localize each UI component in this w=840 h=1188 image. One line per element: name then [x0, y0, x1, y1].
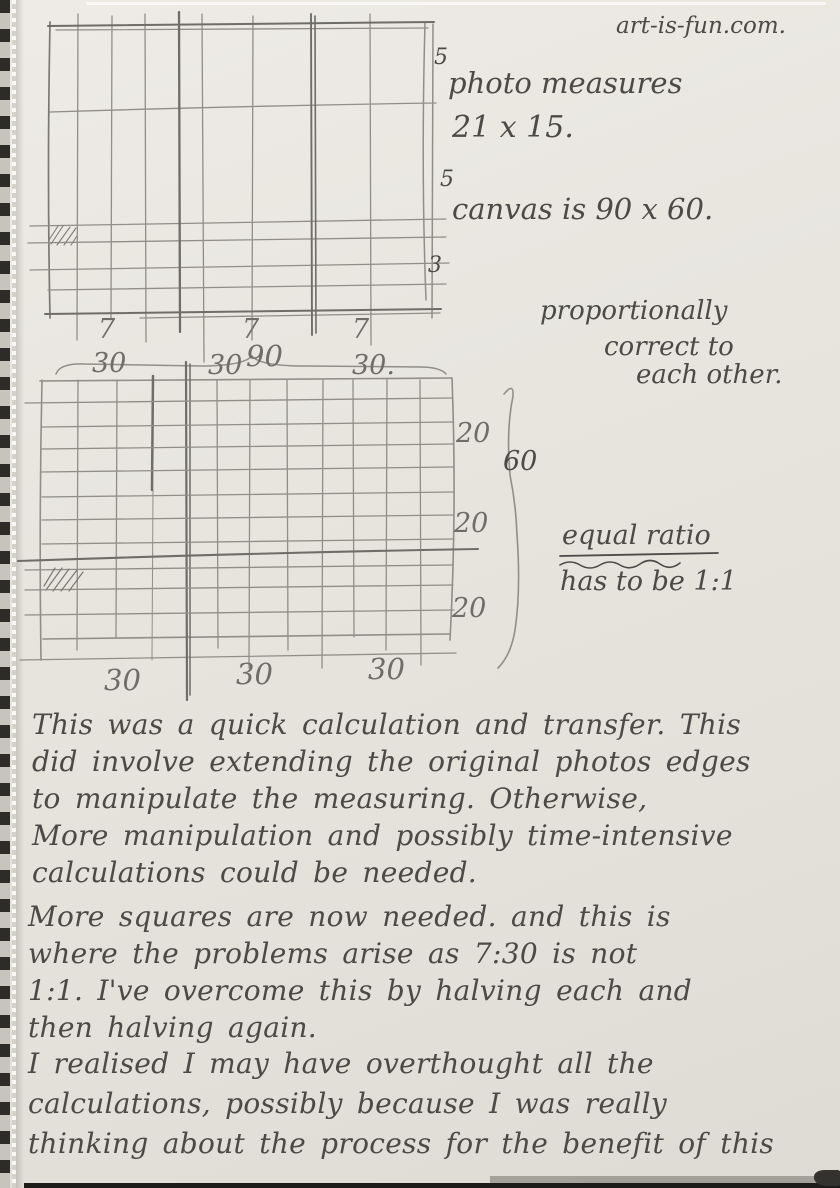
photo-measures-line1: photo measures	[448, 66, 683, 100]
grid2-bottom-label-2: 30	[236, 657, 273, 691]
paragraph-1-line-1: This was a quick calculation and transfer. This	[32, 708, 742, 741]
page-bottom-edge	[24, 1183, 840, 1188]
proportional-note-line2: correct to	[604, 332, 734, 362]
paragraph-3-line-1: I realised I may have overthought all the	[28, 1047, 654, 1080]
grid2-right-label-3: 20	[452, 593, 487, 624]
paragraph-3-line-3: thinking about the process for the benefit of this	[28, 1127, 775, 1160]
website-label: art-is-fun.com.	[616, 13, 786, 39]
paragraph-1-line-2: did involve extending the original photos edges	[32, 745, 751, 778]
grid1-right-label-2: 5	[440, 167, 454, 192]
paragraph-1-line-4: More manipulation and possibly time-intensive	[32, 819, 733, 852]
paragraph-3-line-2: calculations, possibly because I was really	[28, 1087, 667, 1120]
paragraph-2-line-2: where the problems arise as 7:30 is not	[28, 937, 638, 970]
grid2-right-label-1: 20	[456, 418, 491, 449]
grid2-height-brace	[498, 388, 519, 668]
photo-measures-line2: 21 x 15.	[452, 110, 574, 145]
grid1-right-label-1: 5	[434, 45, 448, 70]
grid2-top-label-2: 30	[208, 350, 243, 381]
paragraph-1-line-3: to manipulate the measuring. Otherwise,	[32, 782, 648, 815]
table-edge	[490, 1176, 840, 1183]
equal-ratio-line1: equal ratio	[562, 520, 711, 551]
grid2-height-label: 60	[503, 446, 538, 477]
grid1-sketch	[28, 12, 449, 362]
grid2-right-label-2: 20	[454, 508, 489, 539]
equal-ratio-line2: has to be 1:1	[560, 566, 737, 597]
paragraph-1	[32, 706, 751, 891]
paragraph-2	[28, 898, 692, 1046]
grid2-top-label-1: 30	[92, 348, 127, 379]
grid2-sketch	[18, 356, 519, 700]
grid1-right-label-3: 3	[428, 253, 442, 278]
proportional-note-line1: proportionally	[540, 296, 728, 326]
grid2-bottom-label-1: 30	[104, 663, 141, 697]
corner-shadow-blob	[814, 1170, 840, 1186]
grid1-bottom-label-1: 7	[98, 314, 116, 345]
proportional-note-line3: each other.	[636, 360, 783, 390]
paragraph-2-line-3: 1:1. I've overcome this by halving each and	[28, 974, 692, 1007]
canvas-size-note: canvas is 90 x 60.	[452, 192, 714, 226]
grid1-bottom-label-3: 7	[352, 314, 370, 345]
paragraph-3	[28, 1044, 774, 1164]
grid1-bottom-label-2: 7	[242, 314, 260, 345]
paragraph-2-line-4: then halving again.	[28, 1011, 318, 1044]
paragraph-2-line-1: More squares are now needed. and this is	[28, 900, 671, 933]
grid2-top-label-90: 90	[246, 339, 283, 373]
grid2-top-label-3: 30.	[352, 350, 395, 381]
paragraph-1-line-5: calculations could be needed.	[32, 856, 477, 889]
grid2-bottom-label-3: 30	[368, 652, 405, 686]
